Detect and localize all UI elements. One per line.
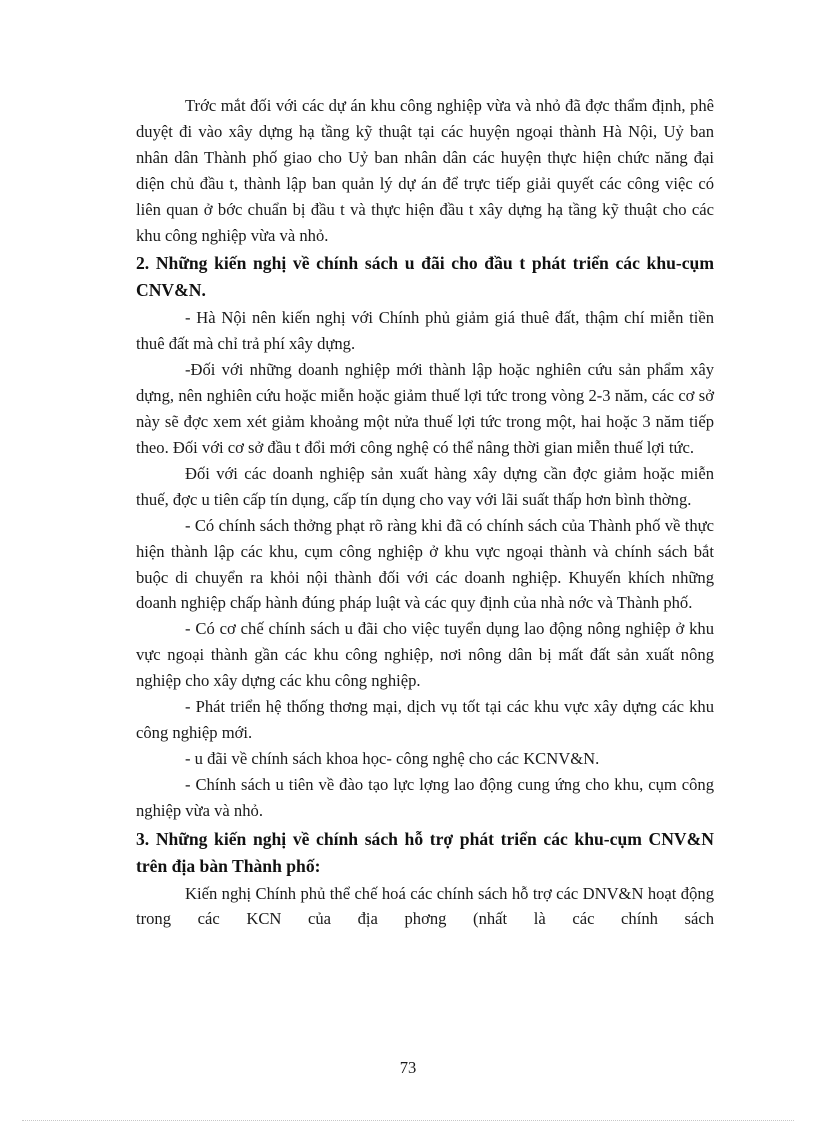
paragraph-government-support: Kiến nghị Chính phủ thể chế hoá các chính sách hỗ trợ các DNV&N hoạt động trong các KCN của địa phơng (nhất là các chính sách: [136, 883, 714, 929]
paragraph-training: - Chính sách u tiên về đào tạo lực lợng lao động cung ứng cho khu, cụm công nghiệp vừa và nhỏ.: [136, 774, 714, 820]
page-body: [136, 93, 714, 932]
paragraph-credit-priority: Đối với các doanh nghiệp sản xuất hàng xây dựng cần đợc giảm hoặc miễn thuế, đợc u tiên cấp tín dụng, cấp tín dụng cho vay với lãi suất thấp hơn bình thờng.: [136, 463, 714, 509]
paragraph-land-rent: - Hà Nội nên kiến nghị với Chính phủ giảm giá thuê đất, thậm chí miễn tiền thuê đất mà chỉ trả phí xây dựng.: [136, 308, 714, 354]
page-bottom-divider: [22, 1120, 794, 1121]
paragraph-reward-penalty: - Có chính sách thởng phạt rõ ràng khi đã có chính sách của Thành phố về thực hiện thành lập các khu, cụm công nghiệp ở khu vực ngoại thành và chính sách bắt buộc di chuyển ra khỏi nội thành đối với các doanh nghiệp. Khuyến khích những doanh nghiệp chấp hành đúng pháp luật và các quy định của nhà nớc và Thành phố.: [136, 515, 714, 613]
page-number: 73: [399, 1058, 417, 1077]
paragraph-trade-services: - Phát triển hệ thống thơng mại, dịch vụ tốt tại các khu vực xây dựng các khu công nghiệp mới.: [136, 697, 714, 742]
paragraph-tax-exemption: -Đối với những doanh nghiệp mới thành lập hoặc nghiên cứu sản phẩm xây dựng, nên nghiên cứu hoặc miễn hoặc giảm thuế lợi tức trong vòng 2-3 năm, các cơ sở này sẽ đợc xem xét giảm khoảng một nửa thuế lợi tức trong một, hai hoặc 3 năm tiếp theo. Đối với cơ sở đầu t đổi mới công nghệ có thể nâng thời gian miễn thuế lợi tức.: [136, 360, 714, 457]
paragraph-intro: Trớc mắt đối với các dự án khu công nghiệp vừa và nhỏ đã đợc thẩm định, phê duyệt đi vào xây dựng hạ tầng kỹ thuật tại các huyện ngoại thành Hà Nội, Uỷ ban nhân dân Thành phố giao cho Uỷ ban nhân dân các huyện thực hiện chức năng đại diện chủ đầu t, thành lập ban quản lý dự án để trực tiếp giải quyết các công việc có liên quan ở bớc chuẩn bị đầu t và thực hiện đầu t xây dựng hạ tầng kỹ thuật cho các khu công nghiệp vừa và nhỏ.: [136, 96, 714, 245]
paragraph-labor-recruitment: - Có cơ chế chính sách u đãi cho việc tuyển dụng lao động nông nghiệp ở khu vực ngoại thành gần các khu công nghiệp, nơi nông dân bị mất đất sản xuất nông nghiệp cho xây dựng các khu công nghiệp.: [136, 619, 714, 691]
section-heading-3: 3. Những kiến nghị về chính sách hỗ trợ phát triển các khu-cụm CNV&N trên địa bàn Thành phố:: [136, 828, 714, 876]
paragraph-science-technology: - u đãi về chính sách khoa học- công nghệ cho các KCNV&N.: [185, 748, 600, 768]
section-heading-2: 2. Những kiến nghị về chính sách u đãi cho đầu t phát triển các khu-cụm CNV&N.: [136, 253, 714, 301]
